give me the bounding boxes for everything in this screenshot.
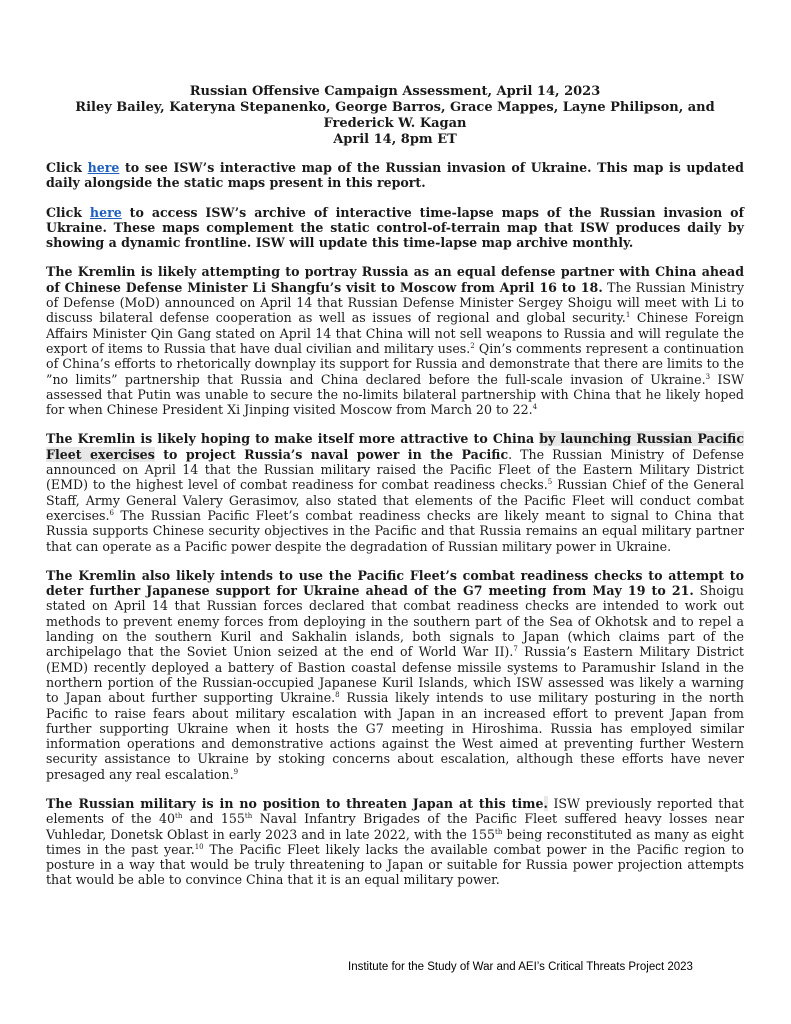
footnote-ref: 2 — [470, 341, 475, 350]
footnote-ref: 1 — [625, 311, 631, 320]
report-page — [46, 84, 744, 902]
authors-line-2: Frederick W. Kagan — [323, 116, 467, 131]
authors-line-1: Riley Bailey, Kateryna Stepanenko, George Barros, Grace Mappes, Layne Philipson, and — [75, 100, 715, 115]
paragraph-pacific-fleet: The Kremlin is likely hoping to make itself more attractive to China by launching Russian Pacific Fleet exercises to project Russia’s naval power in the Pacific. The Russian Ministry of Defense announced on April 14 that the Russian military raised the Pacific Fleet of the Eastern Military District (EMD) to the highest level of combat readiness for combat readiness checks.$^5$ Russian Chief of the General Staff, Army General Valery Gerasimov, also stated that elements of the Pacific Fleet will conduct combat exercises.$^6$ The Russian Pacific Fleet’s combat readiness checks are likely meant to signal to China that Russia supports Chinese security objectives in the Pacific and that Russia remains an equal military partner that can operate as a Pacific power despite the degradation of Russian military power in Ukraine. — [46, 431, 744, 554]
interactive-map-link[interactable]: here — [87, 160, 120, 175]
report-date: April 14, 8pm ET — [333, 132, 457, 147]
footnote-ref: 10 — [194, 842, 204, 851]
paragraph-japan-deterrence: The Kremlin also likely intends to use the Pacific Fleet’s combat readiness checks to attempt to deter further Japanese support for Ukraine ahead of the G7 meeting from May 19 to 21. Shoigu stated on April 14 that Russian forces declared that combat readiness checks are intended to work out methods to prevent enemy forces from deploying in the southern part of the Sea of Okhotsk and to repel a landing on the southern Kuril and Sakhalin islands, both signals to Japan (which claims part of the archipelago that the Soviet Union seized at the end of World War II).$^7$ Russia’s Eastern Military District (EMD) recently deployed a battery of Bastion coastal defense missile systems to Paramushir Island in the northern portion of the Russian-occupied Japanese Kuril Islands, which ISW assessed was likely a warning to Japan about further supporting Ukraine.$^8$ Russia likely intends to use military posturing in the north Pacific to raise fears about military escalation with Japan in an increased effort to prevent Japan from further supporting Ukraine when it hosts the G7 meeting in Hiroshima. Russia has employed similar information operations and demonstrative actions against the West aimed at preventing further Western security assistance to Ukraine by stoking concerns about escalation, although these efforts have never presaged any real escalation.$^9$ — [46, 567, 744, 782]
footnote-ref: 9 — [233, 767, 239, 776]
footnote-ref: 5 — [547, 478, 553, 487]
intro-interactive-map: Click here to see ISW’s interactive map of the Russian invasion of Ukraine. This map is updated daily alongside the static maps present in this report. — [46, 160, 744, 191]
footnote-ref: 8 — [335, 691, 340, 700]
page-footer: Institute for the Study of War and AEI’s Critical Threats Project 2023 — [348, 961, 693, 973]
highlighted-text: . — [543, 795, 548, 811]
paragraph-china-partner: The Kremlin is likely attempting to portray Russia as an equal defense partner with China ahead of Chinese Defense Minister Li Shangfu’s visit to Moscow from April 16 to 18. The Russian Ministry of Defense (MoD) announced on April 14 that Russian Defense Minister Sergey Shoigu will meet with Li to discuss bilateral defense cooperation as well as issues of regional and global security.$^1$ Chinese Foreign Affairs Minister Qin Gang stated on April 14 that China will not sell weapons to Russia and will regulate the export of items to Russia that have dual civilian and military uses.$^2$ Qin’s comments represent a continuation of China’s efforts to rhetorically downplay its support for Russia and demonstrate that there are limits to the ”no limits” partnership that Russia and China declared before the full-scale invasion of Ukraine.$^3$ ISW assessed that Putin was unable to secure the no-limits bilateral partnership with China that he likely hoped for when Chinese President Xi Jinping visited Moscow from March 20 to 22.$^4$ — [46, 264, 744, 418]
report-header — [46, 84, 744, 148]
footnote-ref: 7 — [513, 645, 518, 654]
timelapse-archive-link[interactable]: here — [89, 204, 122, 220]
report-title: Russian Offensive Campaign Assessment, April 14, 2023 — [189, 84, 601, 99]
highlighted-text: by launching Russian Pacific Fleet exercises — [46, 431, 744, 462]
footnote-ref: 3 — [705, 372, 711, 381]
paragraph-no-threat: The Russian military is in no position to threaten Japan at this time. ISW previously reported that elements of the 40th and 155th Naval Infantry Brigades of the Pacific Fleet suffered heavy losses near Vuhledar, Donetsk Oblast in early 2023 and in late 2022, with the 155th being reconstituted as many as eight times in the past year.$^{10}$ The Pacific Fleet likely lacks the available combat power in the Pacific region to posture in a way that would be truly threatening to Japan or suitable for Russia power projection attempts that would be able to convince China that it is an equal military power. — [46, 795, 744, 888]
intro-timelapse-archive: Click here to access ISW’s archive of interactive time-lapse maps of the Russian invasion of Ukraine. These maps complement the static control-of-terrain map that ISW produces daily by showing a dynamic frontline. ISW will update this time-lapse map archive monthly. — [46, 204, 745, 251]
footnote-ref: 4 — [532, 402, 538, 411]
footnote-ref: 6 — [109, 508, 114, 517]
